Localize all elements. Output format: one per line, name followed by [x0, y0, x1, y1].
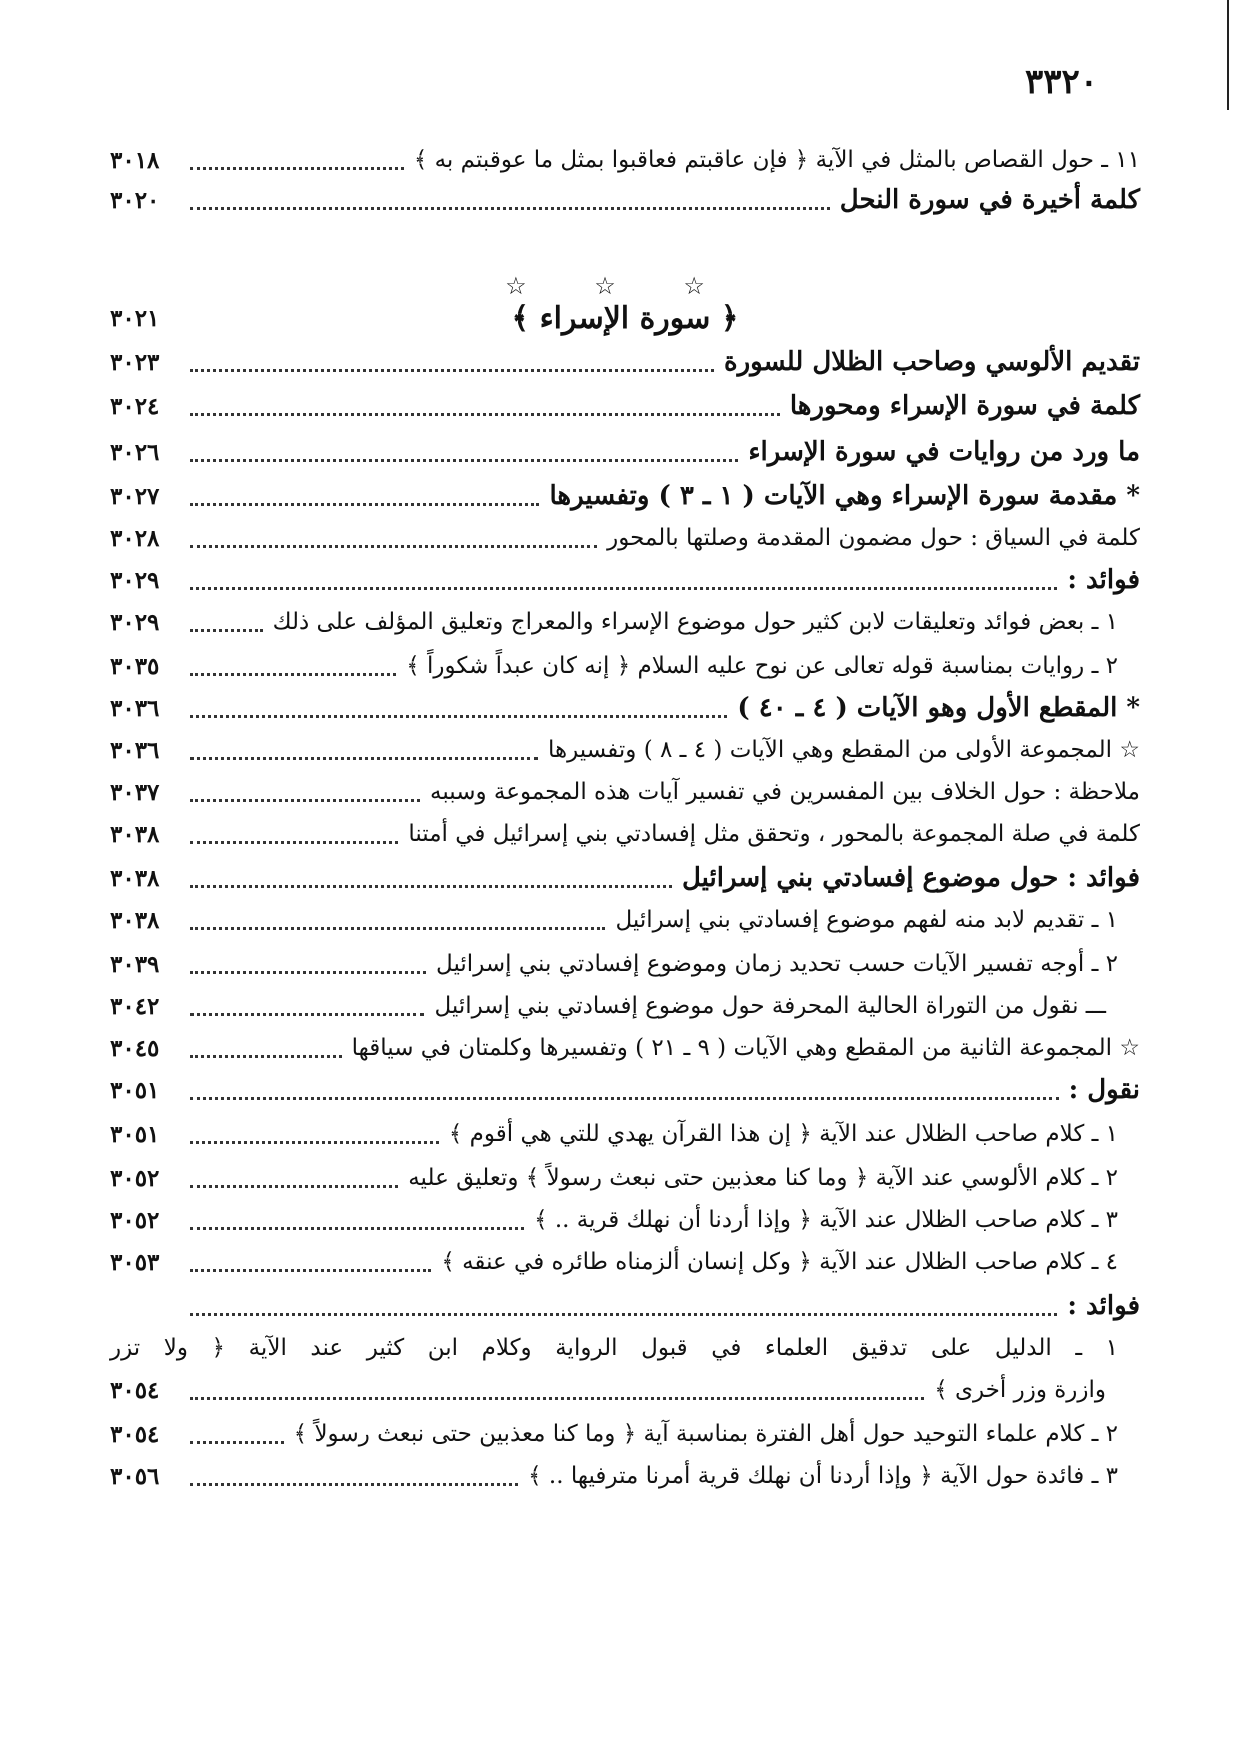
entry-title: ١ ـ كلام صاحب الظلال عند الآية ﴿ إن هذا القرآن يهدي للتي هي أقوم ﴾: [448, 1121, 1118, 1147]
entry-page: ٣٠٢٩: [110, 608, 160, 636]
entry-page: ٣٠٣٥: [110, 652, 160, 680]
entry-title: فوائد :: [1067, 1291, 1140, 1321]
entry-title: كلمة في السياق : حول مضمون المقدمة وصلتها بالمحور: [607, 525, 1140, 551]
entry-page: ٣٠٥١: [110, 1076, 160, 1104]
toc-entry[interactable]: [110, 432, 1140, 472]
toc-entry[interactable]: [110, 180, 1140, 220]
leader-dots: [190, 355, 714, 372]
leader-dots: [190, 957, 426, 974]
entry-page: ٣٠٥٦: [110, 1462, 160, 1490]
leader-dots: [190, 1427, 284, 1444]
page-number: ٣٣٢٠: [1025, 62, 1099, 102]
toc-entry[interactable]: [110, 1286, 1140, 1326]
toc-entry[interactable]: [110, 1456, 1140, 1496]
leader-dots: [190, 489, 539, 506]
toc-entry[interactable]: [110, 1414, 1140, 1454]
toc-entry-line2[interactable]: [110, 1370, 1140, 1410]
entry-page: ٣٠٢٠: [110, 186, 160, 214]
entry-title: ٤ ـ كلام صاحب الظلال عند الآية ﴿ وكل إنسان ألزمناه طائره في عنقه ﴾: [441, 1249, 1118, 1275]
toc-entry[interactable]: [110, 602, 1140, 642]
toc-entry[interactable]: [110, 1242, 1140, 1282]
leader-dots: [190, 193, 830, 210]
entry-title: ـــ نقول من التوراة الحالية المحرفة حول موضوع إفسادتي بني إسرائيل: [434, 993, 1106, 1019]
entry-title: ☆ المجموعة الثانية من المقطع وهي الآيات ( ٩ ـ ٢١ ) وتفسيرها وكلمتان في سياقها: [351, 1035, 1140, 1061]
leader-dots: [190, 785, 420, 802]
leader-dots: [190, 1171, 398, 1188]
surah-title: ﴿ سورة الإسراء ﴾: [511, 300, 739, 336]
leader-dots: [190, 1469, 518, 1486]
toc-entry[interactable]: [110, 900, 1140, 940]
entry-title: ٣ ـ فائدة حول الآية ﴿ وإذا أردنا أن نهلك قرية أمرنا مترفيها .. ﴾: [528, 1463, 1118, 1489]
entry-page: ٣٠٣٨: [110, 906, 160, 934]
leader-dots: [190, 701, 727, 718]
leader-dots: [190, 1083, 1059, 1100]
leader-dots: [190, 1299, 1057, 1316]
entry-title: كلمة في سورة الإسراء ومحورها: [789, 391, 1140, 421]
leader-dots: [190, 445, 738, 462]
entry-title: ٢ ـ كلام الألوسي عند الآية ﴿ وما كنا معذبين حتى نبعث رسولاً ﴾ وتعليق عليه: [408, 1165, 1118, 1191]
section-separator: ☆ ☆ ☆: [505, 272, 735, 300]
entry-page: ٣٠٣٦: [110, 694, 160, 722]
entry-page: ٣٠٥١: [110, 1120, 160, 1148]
leader-dots: [190, 1213, 524, 1230]
entry-title: فوائد : حول موضوع إفسادتي بني إسرائيل: [681, 863, 1140, 893]
toc-entry[interactable]: [110, 1114, 1140, 1154]
entry-title: ١١ ـ حول القصاص بالمثل في الآية ﴿ فإن عاقبتم فعاقبوا بمثل ما عوقبتم به ﴾: [413, 147, 1140, 173]
toc-entry[interactable]: [110, 730, 1140, 770]
entry-title: كلمة أخيرة في سورة النحل: [839, 185, 1140, 215]
leader-dots: [190, 1127, 439, 1144]
leader-dots: [190, 573, 1057, 590]
toc-entry[interactable]: [110, 944, 1140, 984]
entry-title: ٢ ـ كلام علماء التوحيد حول أهل الفترة بمناسبة آية ﴿ وما كنا معذبين حتى نبعث رسولاً ﴾: [293, 1421, 1118, 1447]
leader-dots: [190, 999, 424, 1016]
entry-title: ٣ ـ كلام صاحب الظلال عند الآية ﴿ وإذا أردنا أن نهلك قرية .. ﴾: [534, 1207, 1118, 1233]
leader-dots: [190, 913, 605, 930]
toc-entry[interactable]: [110, 518, 1140, 558]
entry-title: كلمة في صلة المجموعة بالمحور ، وتحقق مثل إفسادتي بني إسرائيل في أمتنا: [408, 821, 1140, 847]
entry-title: فوائد :: [1067, 565, 1140, 595]
entry-title: * مقدمة سورة الإسراء وهي الآيات ( ١ ـ ٣ ) وتفسيرها: [549, 481, 1140, 511]
entry-title: نقول :: [1068, 1075, 1140, 1105]
entry-page: ٣٠٢٦: [110, 438, 160, 466]
leader-dots: [190, 827, 398, 844]
entry-page: ٣٠٣٩: [110, 950, 160, 978]
entry-page: ٣٠٥٢: [110, 1206, 160, 1234]
leader-dots: [190, 743, 538, 760]
leader-dots: [190, 531, 597, 548]
entry-title: ما ورد من روايات في سورة الإسراء: [748, 437, 1140, 467]
entry-page: ٣٠٢٩: [110, 566, 160, 594]
leader-dots: [190, 1383, 924, 1400]
entry-page: ٣٠٤٥: [110, 1034, 160, 1062]
surah-heading[interactable]: [110, 298, 1140, 338]
entry-page: ٣٠٥٤: [110, 1420, 160, 1448]
toc-entry[interactable]: [110, 140, 1140, 180]
toc-entry[interactable]: [110, 476, 1140, 516]
toc-entry[interactable]: [110, 1070, 1140, 1110]
leader-dots: [190, 615, 263, 632]
entry-page: ٣٠٤٢: [110, 992, 160, 1020]
leader-dots: [190, 659, 396, 676]
entry-title: وازرة وزر أخرى ﴾: [934, 1377, 1106, 1403]
toc-entry[interactable]: [110, 646, 1140, 686]
toc-entry[interactable]: [110, 986, 1140, 1026]
toc-entry-line1[interactable]: [110, 1328, 1140, 1368]
entry-page: ٣٠٢٤: [110, 392, 160, 420]
entry-title: ملاحظة : حول الخلاف بين المفسرين في تفسير آيات هذه المجموعة وسببه: [430, 779, 1140, 805]
entry-page: ٣٠٢٨: [110, 524, 160, 552]
entry-page: ٣٠٣٨: [110, 820, 160, 848]
leader-dots: [190, 871, 672, 888]
toc-entry[interactable]: [110, 1028, 1140, 1068]
entry-page: ٣٠٢١: [110, 304, 160, 332]
toc-entry[interactable]: [110, 1158, 1140, 1198]
toc-entry[interactable]: [110, 342, 1140, 382]
entry-page: ٣٠٣٦: [110, 736, 160, 764]
entry-page: ٣٠٥٤: [110, 1376, 160, 1404]
toc-entry[interactable]: [110, 560, 1140, 600]
entry-title: ☆ المجموعة الأولى من المقطع وهي الآيات ( ٤ ـ ٨ ) وتفسيرها: [547, 737, 1140, 763]
entry-title: ١ ـ الدليل على تدقيق العلماء في قبول الرواية وكلام ابن كثير عند الآية ﴿ ولا تزر: [110, 1335, 1118, 1361]
toc-entry[interactable]: [110, 814, 1140, 854]
entry-page: ٣٠١٨: [110, 146, 160, 174]
leader-dots: [190, 1041, 342, 1058]
toc-entry[interactable]: [110, 858, 1140, 898]
leader-dots: [190, 153, 404, 170]
entry-title: ١ ـ تقديم لابد منه لفهم موضوع إفسادتي بني إسرائيل: [615, 907, 1118, 933]
page-edge-line: [1227, 0, 1229, 110]
entry-page: ٣٠٥٣: [110, 1248, 160, 1276]
entry-title: * المقطع الأول وهو الآيات ( ٤ ـ ٤٠ ): [737, 693, 1140, 723]
entry-page: ٣٠٢٣: [110, 348, 160, 376]
leader-dots: [190, 399, 780, 416]
entry-page: ٣٠٣٧: [110, 778, 160, 806]
entry-title: ٢ ـ روايات بمناسبة قوله تعالى عن نوح عليه السلام ﴿ إنه كان عبداً شكوراً ﴾: [406, 653, 1118, 679]
entry-page: ٣٠٥٢: [110, 1164, 160, 1192]
toc-entry[interactable]: [110, 386, 1140, 426]
toc-entry[interactable]: [110, 772, 1140, 812]
entry-page: ٣٠٢٧: [110, 482, 160, 510]
leader-dots: [190, 1255, 431, 1272]
toc-entry[interactable]: [110, 688, 1140, 728]
entry-title: ١ ـ بعض فوائد وتعليقات لابن كثير حول موضوع الإسراء والمعراج وتعليق المؤلف على ذلك: [272, 609, 1118, 635]
entry-title: تقديم الألوسي وصاحب الظلال للسورة: [723, 347, 1140, 377]
entry-title: ٢ ـ أوجه تفسير الآيات حسب تحديد زمان وموضوع إفسادتي بني إسرائيل: [436, 951, 1118, 977]
toc-entry[interactable]: [110, 1200, 1140, 1240]
entry-page: ٣٠٣٨: [110, 864, 160, 892]
